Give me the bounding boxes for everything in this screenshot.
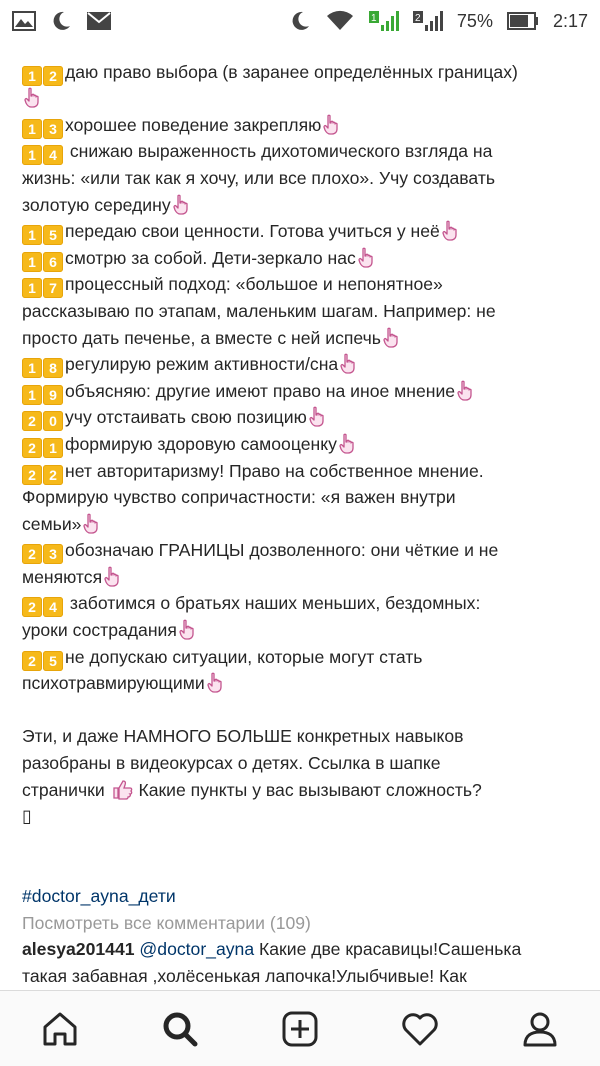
number-badge-digit: 1 [22, 278, 42, 298]
battery-icon [507, 12, 539, 30]
caption-line [22, 617, 582, 644]
caption-line-text: смотрю за собой. Дети-зеркало нас [65, 247, 356, 268]
caption-line [22, 511, 582, 538]
clock: 2:17 [552, 10, 588, 31]
nav-search-button[interactable] [150, 999, 210, 1059]
caption-line [22, 85, 582, 112]
nav-activity-button[interactable] [390, 999, 450, 1059]
number-badge-digit: 2 [22, 438, 42, 458]
caption-line-text: заботимся о братьях наших меньших, бездомных: [65, 593, 481, 614]
caption-line-text: уроки сострадания [22, 620, 177, 641]
caption-line [22, 298, 582, 325]
number-badge-digit: 1 [22, 252, 42, 272]
caption-line [22, 670, 582, 697]
number-badge-icon [22, 278, 63, 298]
caption-line-text: учу отстаивать свою позицию [65, 407, 307, 428]
caption-line-text: просто дать печенье, а вместе с ней испечь [22, 327, 381, 348]
number-badge-digit: 2 [22, 465, 42, 485]
number-badge-digit: 1 [22, 145, 42, 165]
number-badge-digit: 2 [43, 66, 63, 86]
number-badge-icon [22, 225, 63, 245]
number-badge-digit: 5 [43, 651, 63, 671]
number-badge-icon [22, 465, 63, 485]
caption-line-text: нет авторитаризму! Право на собственное мнение. [65, 460, 484, 481]
nav-profile-button[interactable] [510, 999, 570, 1059]
caption-line [22, 112, 582, 139]
number-badge-digit: 1 [22, 225, 42, 245]
nav-home-button[interactable] [30, 999, 90, 1059]
signal-sim2-icon [413, 9, 443, 33]
caption-line-text: процессный подход: «большое и непонятное» [65, 274, 443, 295]
caption-line [22, 271, 582, 298]
caption-line-text: меняются [22, 566, 103, 587]
number-badge-digit: 8 [43, 358, 63, 378]
number-badge-icon [22, 597, 63, 617]
number-badge-digit: 1 [22, 385, 42, 405]
status-bar [0, 0, 600, 42]
number-badge-digit: 2 [22, 651, 42, 671]
comment-username[interactable]: alesya201441 [22, 939, 135, 960]
caption-line-text: семьи» [22, 513, 82, 534]
post-caption [22, 32, 582, 1016]
caption-line [22, 138, 582, 165]
bottom-navigation [0, 990, 600, 1066]
number-badge-digit: 3 [43, 119, 63, 139]
caption-list [22, 32, 582, 697]
caption-outro-text: Какие пункты у вас вызывают сложность? [138, 779, 482, 800]
search-icon [160, 1009, 200, 1049]
caption-line-text: обозначаю ГРАНИЦЫ дозволенного: они чёткие и не [65, 540, 499, 561]
number-badge-digit: 2 [43, 465, 63, 485]
caption-line [22, 59, 582, 86]
number-badge-icon [22, 358, 63, 378]
pointing-finger-icon [24, 87, 40, 115]
number-badge-digit: 1 [22, 119, 42, 139]
pointing-finger-icon [340, 353, 356, 381]
battery-percent: 75% [456, 10, 493, 31]
pointing-finger-icon [442, 220, 458, 248]
nav-add-post-button[interactable] [270, 999, 330, 1059]
sim2-label: 2 [414, 13, 421, 24]
number-badge-digit: 9 [43, 385, 63, 405]
caption-line-text: психотравмирующими [22, 673, 205, 694]
number-badge-digit: 2 [22, 411, 42, 431]
caption-line [22, 458, 582, 485]
number-badge-digit: 2 [22, 597, 42, 617]
post-content [0, 42, 600, 992]
caption-line [22, 351, 582, 378]
caption-line [22, 564, 582, 591]
status-bar-right [289, 9, 588, 33]
pointing-finger-icon [383, 327, 399, 355]
caption-line-text: хорошее поведение закрепляю [65, 114, 322, 135]
caption-line [22, 325, 582, 352]
caption-line-text: золотую середину [22, 194, 171, 215]
comment-text: Какие две красавицы!Сашенька [254, 939, 522, 960]
caption-line-text: регулирую режим активности/сна [65, 354, 339, 375]
blank-line [22, 697, 582, 724]
comment-line: такая забавная ,холёсенькая лапочка!Улыбчивые! Как [22, 965, 467, 986]
caption-line [22, 431, 582, 458]
pointing-finger-icon [207, 672, 223, 700]
number-badge-digit: 0 [43, 411, 63, 431]
comment-line [22, 936, 582, 963]
pointing-finger-icon [104, 566, 120, 594]
caption-line [22, 192, 582, 219]
signal-sim1-icon [369, 9, 399, 33]
number-badge-digit: 7 [43, 278, 63, 298]
heart-icon [400, 1009, 440, 1049]
caption-line-text: не допускаю ситуации, которые могут стать [65, 646, 423, 667]
pointing-finger-icon [457, 380, 473, 408]
pointing-finger-icon [83, 513, 99, 541]
pointing-finger-icon [358, 247, 374, 275]
number-badge-icon [22, 66, 63, 86]
number-badge-digit: 1 [43, 438, 63, 458]
gallery-icon [12, 11, 36, 31]
caption-line [22, 537, 582, 564]
caption-line [22, 218, 582, 245]
caption-line-text: снижаю выраженность дихотомического взгляда на [65, 141, 493, 162]
caption-line-text: формирую здоровую самооценку [65, 433, 337, 454]
number-badge-digit: 6 [43, 252, 63, 272]
number-badge-icon [22, 438, 63, 458]
number-badge-digit: 2 [22, 544, 42, 564]
caption-line-text: Формирую чувство сопричастности: «я важен внутри [22, 487, 456, 508]
caption-line-text: рассказываю по этапам, маленьким шагам. Например: не [22, 300, 496, 321]
blank-line [22, 856, 582, 883]
number-badge-digit: 1 [22, 358, 42, 378]
caption-line [22, 245, 582, 272]
number-badge-icon [22, 544, 63, 564]
number-badge-icon [22, 651, 63, 671]
caption-line [22, 484, 582, 511]
profile-icon [520, 1009, 560, 1049]
caption-line-text: передаю свои ценности. Готова учиться у неё [65, 221, 440, 242]
caption-outro-text: странички [22, 779, 105, 800]
number-badge-digit: 4 [43, 597, 63, 617]
blank-line [22, 830, 582, 857]
caption-line [22, 644, 582, 671]
number-badge-icon [22, 119, 63, 139]
caption-line-text: даю право выбора (в заранее определённых границах) [65, 61, 518, 82]
number-badge-icon [22, 145, 63, 165]
number-badge-digit: 3 [43, 544, 63, 564]
wifi-icon [325, 10, 355, 32]
number-badge-digit: 5 [43, 225, 63, 245]
caption-line [22, 165, 582, 192]
caption-line-text: жизнь: «или так как я хочу, или все плохо». Учу создавать [22, 167, 496, 188]
comment-mention[interactable]: @doctor_ayna [139, 939, 255, 960]
home-icon [40, 1009, 80, 1049]
number-badge-icon [22, 411, 63, 431]
number-badge-icon [22, 252, 63, 272]
pointing-finger-icon [179, 619, 195, 647]
view-all-comments-link[interactable]: Посмотреть все комментарии (109) [22, 912, 311, 933]
caption-line [22, 590, 582, 617]
caption-outro-line: ▯ [22, 806, 32, 827]
number-badge-digit: 4 [43, 145, 63, 165]
caption-line [22, 404, 582, 431]
moon-icon [289, 10, 311, 32]
status-bar-left [12, 10, 112, 32]
number-badge-digit: 1 [22, 66, 42, 86]
plus-square-icon [280, 1009, 320, 1049]
sim1-label: 1 [370, 13, 377, 24]
caption-line [22, 378, 582, 405]
moon-icon [50, 10, 72, 32]
hashtag-link[interactable]: #doctor_ayna_дети [22, 886, 176, 906]
caption-outro-line [22, 777, 582, 804]
mail-icon [86, 11, 112, 31]
pointing-finger-icon [309, 406, 325, 434]
pointing-finger-icon [323, 114, 339, 142]
caption-outro-line: разобраны в видеокурсах о детях. Ссылка в шапке [22, 753, 441, 774]
pointing-finger-icon [339, 433, 355, 461]
caption-line-text: объясняю: другие имеют право на иное мнение [65, 380, 456, 401]
caption-outro-line: Эти, и даже НАМНОГО БОЛЬШЕ конкретных навыков [22, 726, 464, 747]
pointing-finger-icon [173, 194, 189, 222]
number-badge-icon [22, 385, 63, 405]
thumbs-up-icon [112, 779, 134, 807]
